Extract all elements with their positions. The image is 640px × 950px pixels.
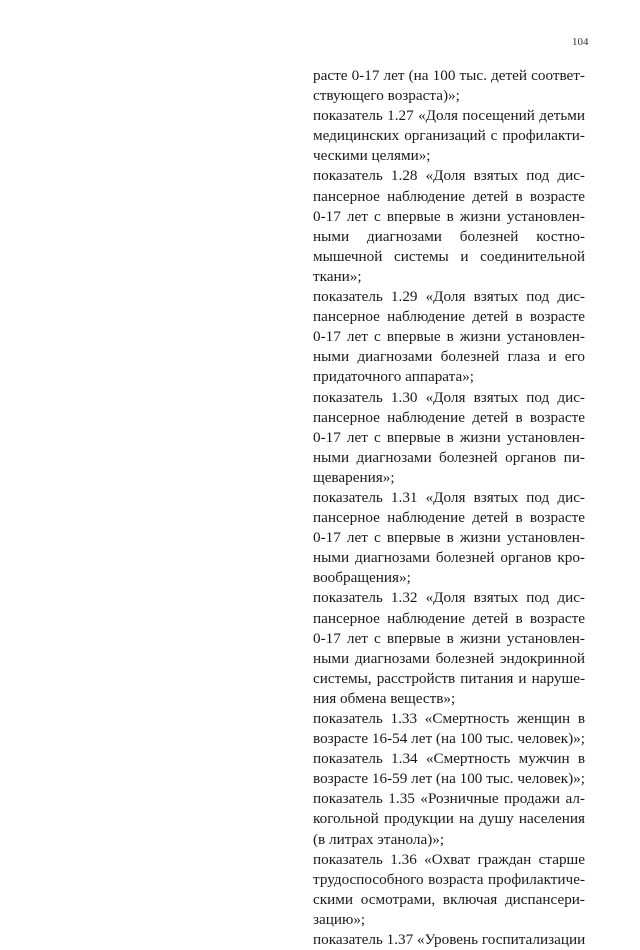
text-line: системы, расстройств питания и наруше- bbox=[313, 669, 585, 687]
text-line: возрасте 16-59 лет (на 100 тыс. человек)»; bbox=[313, 770, 585, 788]
text-line: пансерное наблюдение детей в возрасте bbox=[313, 187, 585, 205]
text-line: пансерное наблюдение детей в возрасте bbox=[313, 509, 585, 527]
text-line: медицинских организаций с профилакти- bbox=[313, 127, 585, 145]
text-line: показатель 1.35 «Розничные продажи ал- bbox=[313, 790, 585, 808]
text-line: зацию»; bbox=[313, 910, 366, 928]
text-line: щеварения»; bbox=[313, 468, 395, 486]
text-line: ными диагнозами болезней органов пи- bbox=[313, 448, 585, 466]
text-line: 0-17 лет с впервые в жизни установлен- bbox=[313, 328, 585, 346]
text-line: (в литрах этанола)»; bbox=[313, 830, 445, 848]
text-line: 0-17 лет с впервые в жизни установлен- bbox=[313, 207, 585, 225]
text-line: пансерное наблюдение детей в возрасте bbox=[313, 408, 585, 426]
page-number: 104 bbox=[572, 36, 589, 48]
text-line: показатель 1.29 «Доля взятых под дис- bbox=[313, 288, 585, 306]
text-line: показатель 1.36 «Охват граждан старше bbox=[313, 850, 585, 868]
text-line: расте 0-17 лет (на 100 тыс. детей соответ- bbox=[313, 67, 585, 84]
text-line: ния обмена веществ»; bbox=[313, 689, 456, 707]
text-line: 0-17 лет с впервые в жизни установлен- bbox=[313, 629, 585, 647]
text-line: вообращения»; bbox=[313, 569, 411, 587]
text-line: мышечной системы и соединительной bbox=[313, 247, 585, 265]
text-line: ческими целями»; bbox=[313, 147, 431, 165]
text-line: ткани»; bbox=[313, 267, 362, 285]
text-line: возрасте 16-54 лет (на 100 тыс. человек)»; bbox=[313, 730, 585, 748]
text-line: показатель 1.37 «Уровень госпитализации bbox=[313, 931, 586, 949]
text-line: показатель 1.34 «Смертность мужчин в bbox=[313, 750, 585, 768]
text-line: трудоспособного возраста профилактиче- bbox=[313, 870, 585, 888]
text-line: когольной продукции на душу населения bbox=[313, 810, 585, 828]
text-line: показатель 1.31 «Доля взятых под дис- bbox=[313, 488, 585, 506]
text-line: 0-17 лет с впервые в жизни установлен- bbox=[313, 428, 585, 446]
text-line: придаточного аппарата»; bbox=[313, 368, 475, 386]
document-body-text bbox=[313, 66, 585, 950]
text-line: показатель 1.27 «Доля посещений детьми bbox=[313, 107, 585, 125]
text-line: 0-17 лет с впервые в жизни установлен- bbox=[313, 529, 585, 547]
text-line: ными диагнозами болезней глаза и его bbox=[313, 348, 585, 366]
text-line: пансерное наблюдение детей в возрасте bbox=[313, 609, 585, 627]
text-line: показатель 1.33 «Смертность женщин в bbox=[313, 710, 585, 727]
text-line: ствующего возраста)»; bbox=[313, 87, 460, 105]
text-line: пансерное наблюдение детей в возрасте bbox=[313, 308, 585, 326]
text-line: показатель 1.30 «Доля взятых под дис- bbox=[313, 388, 585, 406]
text-line: скими осмотрами, включая диспансери- bbox=[313, 890, 585, 908]
text-line: ными диагнозами болезней эндокринной bbox=[313, 649, 585, 667]
text-line: ными диагнозами болезней костно- bbox=[313, 227, 585, 245]
text-line: показатель 1.32 «Доля взятых под дис- bbox=[313, 589, 585, 607]
text-line: показатель 1.28 «Доля взятых под дис- bbox=[313, 167, 585, 185]
text-line: ными диагнозами болезней органов кро- bbox=[313, 549, 585, 567]
